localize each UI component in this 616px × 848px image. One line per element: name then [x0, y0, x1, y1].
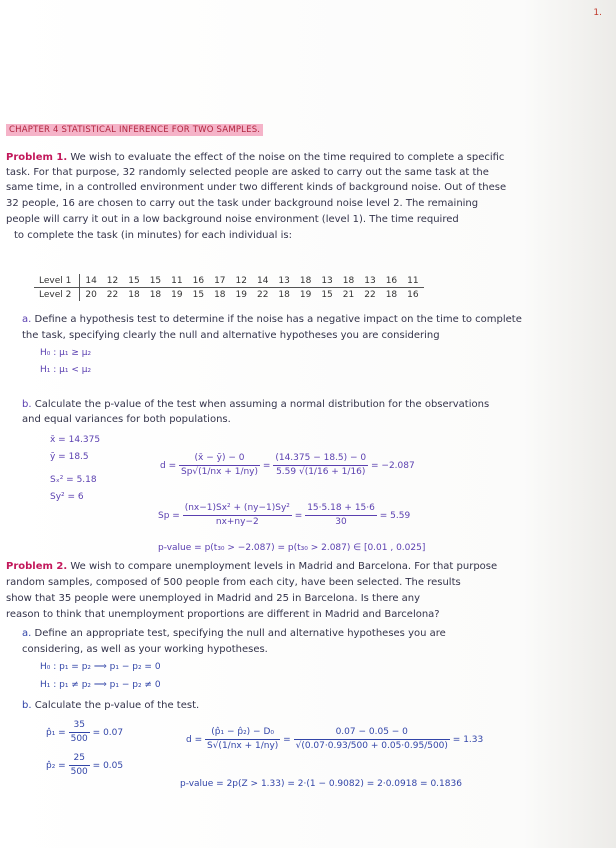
problem1-sp-formula: Sp = $\frac{\text{(nx−1)Sx² + (ny−1)Sy²}}{nx+ny-2}$ = $\frac{15\cdot 5.18 + 15\cdot 6}{30}$ = 5.59 [158, 503, 411, 527]
level1-cell: 13 [316, 274, 337, 288]
problem2-b-line [22, 699, 199, 712]
problem2-p2-numerator: 25 [69, 752, 90, 766]
problem2-p2-denominator: 500 [70, 767, 88, 777]
problem1-sp-numerator: (nx−1)Sx² + (ny−1)Sy² [183, 502, 292, 516]
problem1-sp-fraction [183, 502, 292, 529]
problem2-b-text: Calculate the p-value of the test. [34, 700, 200, 711]
problem2-p1-lhs: p̂₁ = [46, 728, 66, 738]
problem1-intro-2: same time, in a controlled environment under two different kinds of background noise. Out of these [6, 182, 507, 193]
problem2-line-0 [6, 560, 497, 573]
problem2-pvalue: p-value = 2p(Z > 1.33) = 2·(1 − 0.9082) = 2·0.0918 = 0.1836 [180, 779, 462, 789]
problem1-intro-1: task. For that purpose, 32 randomly selected people are asked to carry out the same task at the [6, 167, 489, 178]
problem1-sy2: Sy² = 6 [50, 492, 84, 502]
chapter-title: CHAPTER 4 STATISTICAL INFERENCE FOR TWO SAMPLES. [6, 124, 263, 136]
problem2-p2-fraction [69, 752, 90, 779]
level1-cell: 15 [123, 274, 144, 288]
problem2-d-numerator-values: 0.07 − 0.05 − 0 [294, 726, 450, 740]
level1-row [34, 274, 424, 288]
problem1-b-text-1: and equal variances for both populations. [22, 414, 231, 425]
level1-cell: 16 [188, 274, 209, 288]
problem1-a-text-1: the task, specifying clearly the null and alternative hypotheses you are considering [22, 330, 440, 341]
problem2-d-result: = 1.33 [452, 735, 484, 745]
problem2-b-label: b. [22, 700, 32, 711]
level1-cell: 15 [145, 274, 166, 288]
problem2-null-hypothesis: H₀ : p₁ = p₂ ⟹ p₁ − p₂ = 0 [40, 662, 161, 672]
level1-cell: 17 [209, 274, 230, 288]
level1-cell: 14 [252, 274, 273, 288]
problem2-p1 [46, 719, 123, 746]
problem1-sp-denominator: nx+ny−2 [215, 517, 259, 527]
problem2-d-fraction-values [294, 726, 450, 753]
level2-cell: 22 [364, 289, 376, 300]
problem1-d-lhs: d = [160, 461, 177, 471]
problem2-a-line-0 [22, 627, 446, 640]
problem1-sp-result: = 5.59 [379, 511, 411, 521]
level1-cell: 11 [166, 274, 187, 288]
problem2-label: Problem 2. [6, 561, 68, 572]
level1-cell: 13 [359, 274, 380, 288]
problem1-intro-4: people will carry it out in a low background noise environment (level 1). The time required [6, 214, 459, 225]
level2-label: Level 2 [34, 288, 80, 302]
level2-cell: 18 [128, 289, 140, 300]
problem1-sp-fraction-values [305, 502, 377, 529]
problem2-intro-3: reason to think that unemployment proportions are different in Madrid and Barcelona? [6, 609, 440, 620]
level2-cell: 18 [149, 289, 162, 300]
problem2-p2-result: = 0.05 [92, 761, 124, 771]
problem1-label: Problem 1. [6, 152, 68, 163]
problem1-alt-hypothesis: H₁ : μ₁ < μ₂ [40, 365, 92, 375]
level2-cell: 22 [256, 289, 269, 300]
problem2-d-numerator: (p̂₁ − p̂₂) − D₀ [205, 726, 280, 740]
problem1-d-denominator: Sp√(1/nx + 1/ny) [181, 467, 259, 477]
level2-cell: 21 [342, 289, 355, 300]
problem2-d-formula [186, 726, 483, 753]
noise-levels-table [34, 274, 424, 301]
level2-row [34, 288, 424, 302]
level2-cell: 18 [214, 289, 226, 300]
problem1-sx2: Sₓ² = 5.18 [50, 475, 97, 485]
problem1-d-result: = −2.087 [371, 461, 415, 471]
problem2-alt-hypothesis: H₁ : p₁ ≠ p₂ ⟹ p₁ − p₂ ≠ 0 [40, 680, 161, 690]
level1-cell: 12 [102, 274, 123, 288]
problem1-d-formula [160, 452, 415, 479]
level2-cell: 19 [171, 289, 183, 300]
problem1-intro-3: 32 people, 16 are chosen to carry out the task under background noise level 2. The remaining [6, 198, 479, 209]
level2-cell: 18 [385, 289, 398, 300]
problem1-ybar: ȳ = 18.5 [50, 452, 89, 462]
problem1-pvalue: p-value = p(t₃₀ > −2.087) = p(t₃₀ > 2.087) ∈ [0.01 , 0.025] [158, 543, 426, 553]
level2-cell: 15 [321, 289, 333, 300]
problem2-p1-denominator: 500 [70, 734, 88, 744]
problem2-p1-numerator: 35 [69, 719, 90, 733]
level1-cell: 13 [273, 274, 294, 288]
problem2-p2-lhs: p̂₂ = [46, 761, 66, 771]
level2-cell: 19 [299, 289, 312, 300]
level1-cell: 11 [402, 274, 423, 288]
level1-label: Level 1 [34, 274, 80, 288]
problem1-sp-denominator-values: 30 [335, 517, 347, 527]
page-marker: 1. [593, 8, 602, 18]
problem1-xbar: x̄ = 14.375 [50, 435, 101, 445]
level1-cell: 18 [338, 274, 359, 288]
problem2-d-lhs: d = [186, 735, 205, 745]
problem1-a-line-0 [22, 313, 522, 326]
level1-cell: 14 [80, 274, 102, 288]
problem1-line-0 [6, 151, 504, 164]
problem2-d-denominator: S√(1/nx + 1/ny) [206, 741, 279, 751]
level1-cell: 16 [381, 274, 402, 288]
problem2-intro-1: random samples, composed of 500 people from each city, have been selected. The results [6, 577, 461, 588]
level2-cell: 18 [278, 289, 290, 300]
level2-cell: 16 [407, 289, 419, 300]
problem1-b-label: b. [22, 399, 32, 410]
level2-cell: 15 [192, 289, 205, 300]
level2-cell: 22 [106, 289, 119, 300]
problem2-a-text-1: considering, as well as your working hypotheses. [22, 644, 268, 655]
problem1-d-fraction [179, 452, 260, 479]
problem2-d-equals: = [283, 735, 291, 745]
level2-cell: 19 [235, 289, 247, 300]
problem1-d-numerator: (x̄ − ȳ) − 0 [179, 452, 260, 466]
problem1-null-hypothesis: H₀ : μ₁ ≥ μ₂ [40, 348, 92, 358]
problem2-p1-fraction [69, 719, 90, 746]
level1-cell: 12 [231, 274, 252, 288]
problem1-b-line-0 [22, 398, 489, 411]
problem1-d-equals: = [262, 461, 271, 471]
problem2-a-label: a. [22, 628, 32, 639]
level2-cell: 20 [85, 289, 97, 300]
problem2-d-fraction [205, 726, 280, 753]
problem1-b-text-0: Calculate the p-value of the test when assuming a normal distribution for the observations [34, 399, 490, 410]
problem1-sp-lhs: Sp = [158, 511, 180, 521]
level1-cell: 18 [295, 274, 316, 288]
problem2-intro-2: show that 35 people were unemployed in Madrid and 25 in Barcelona. Is there any [6, 593, 421, 604]
problem1-a-label: a. [22, 314, 32, 325]
problem1-sp-numerator-values: 15·5.18 + 15·6 [305, 502, 377, 516]
problem2-d-denominator-values: √(0.07·0.93/500 + 0.05·0.95/500) [295, 741, 448, 751]
problem2-intro-0: We wish to compare unemployment levels in Madrid and Barcelona. For that purpose [70, 561, 498, 572]
problem1-intro-5: to complete the task (in minutes) for each individual is: [14, 230, 292, 241]
problem2-p2 [46, 752, 123, 779]
problem1-intro-0: We wish to evaluate the effect of the noise on the time required to complete a specific [70, 152, 505, 163]
problem1-d-numerator-values: (14.375 − 18.5) − 0 [273, 452, 368, 466]
problem2-p1-result: = 0.07 [92, 728, 124, 738]
problem1-a-text-0: Define a hypothesis test to determine if the noise has a negative impact on the time to complete [34, 314, 522, 325]
problem1-d-fraction-values [273, 452, 368, 479]
problem1-d-denominator-values: 5.59 √(1/16 + 1/16) [276, 467, 366, 477]
problem2-a-text-0: Define an appropriate test, specifying the null and alternative hypotheses you are [34, 628, 446, 639]
